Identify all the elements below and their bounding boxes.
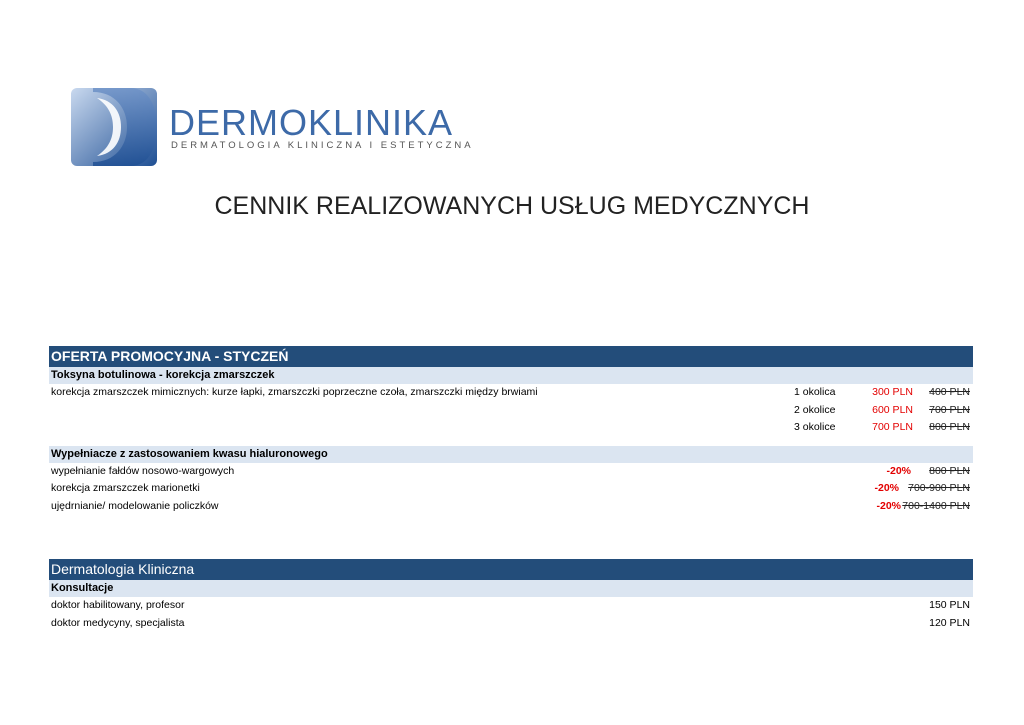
promo-price: 300 PLN <box>872 386 913 398</box>
old-price: 700-900 PLN <box>908 482 970 494</box>
logo-d-mark-icon <box>71 88 157 166</box>
clinic-logo <box>71 88 491 168</box>
old-price: 400 PLN <box>929 386 970 398</box>
promo-price: 700 PLN <box>872 421 913 433</box>
table-row <box>49 419 973 437</box>
table-row <box>49 402 973 420</box>
service-description: korekcja zmarszczek marionetki <box>51 482 200 494</box>
clinical-table <box>49 559 973 632</box>
table-row <box>49 480 973 498</box>
service-description: doktor medycyny, specjalista <box>51 616 185 629</box>
old-price: 700-1400 PLN <box>902 499 970 512</box>
subheader-fillers: Wypełniacze z zastosowaniem kwasu hialuronowego <box>49 446 973 463</box>
table-row <box>49 384 973 402</box>
service-description: doktor habilitowany, profesor <box>51 599 185 611</box>
subheader-consultations: Konsultacje <box>49 580 973 597</box>
table-row <box>49 597 973 615</box>
old-price: 700 PLN <box>929 403 970 416</box>
section-header-promo: OFERTA PROMOCYJNA - STYCZEŃ <box>49 346 973 367</box>
section-header-clinical: Dermatologia Kliniczna <box>49 559 973 580</box>
old-price: 800 PLN <box>929 421 970 433</box>
table-row <box>49 463 973 481</box>
service-description: wypełnianie fałdów nosowo-wargowych <box>51 464 235 477</box>
price: 150 PLN <box>929 599 970 611</box>
area-count: 1 okolica <box>794 386 836 398</box>
promo-table <box>49 346 973 515</box>
logo-tagline: DERMATOLOGIA KLINICZNA I ESTETYCZNA <box>171 140 474 151</box>
area-count: 3 okolice <box>794 421 836 433</box>
promo-price: 600 PLN <box>872 403 913 416</box>
discount-label: -20% <box>876 499 901 512</box>
logo-name: DERMOKLINIKA <box>169 102 454 143</box>
service-description: korekcja zmarszczek mimicznych: kurze łapki, zmarszczki poprzeczne czoła, zmarszczki między brwiami <box>51 386 538 398</box>
area-count: 2 okolice <box>794 403 836 416</box>
discount-label: -20% <box>874 482 899 494</box>
page-title: CENNIK REALIZOWANYCH USŁUG MEDYCZNYCH <box>214 192 810 220</box>
price: 120 PLN <box>929 616 970 629</box>
discount-label: -20% <box>886 464 911 477</box>
subheader-botox: Toksyna botulinowa - korekcja zmarszczek <box>49 367 973 384</box>
table-row <box>49 498 973 516</box>
service-description: ujędrnianie/ modelowanie policzków <box>51 499 219 512</box>
old-price: 800 PLN <box>929 464 970 477</box>
table-row <box>49 615 973 633</box>
